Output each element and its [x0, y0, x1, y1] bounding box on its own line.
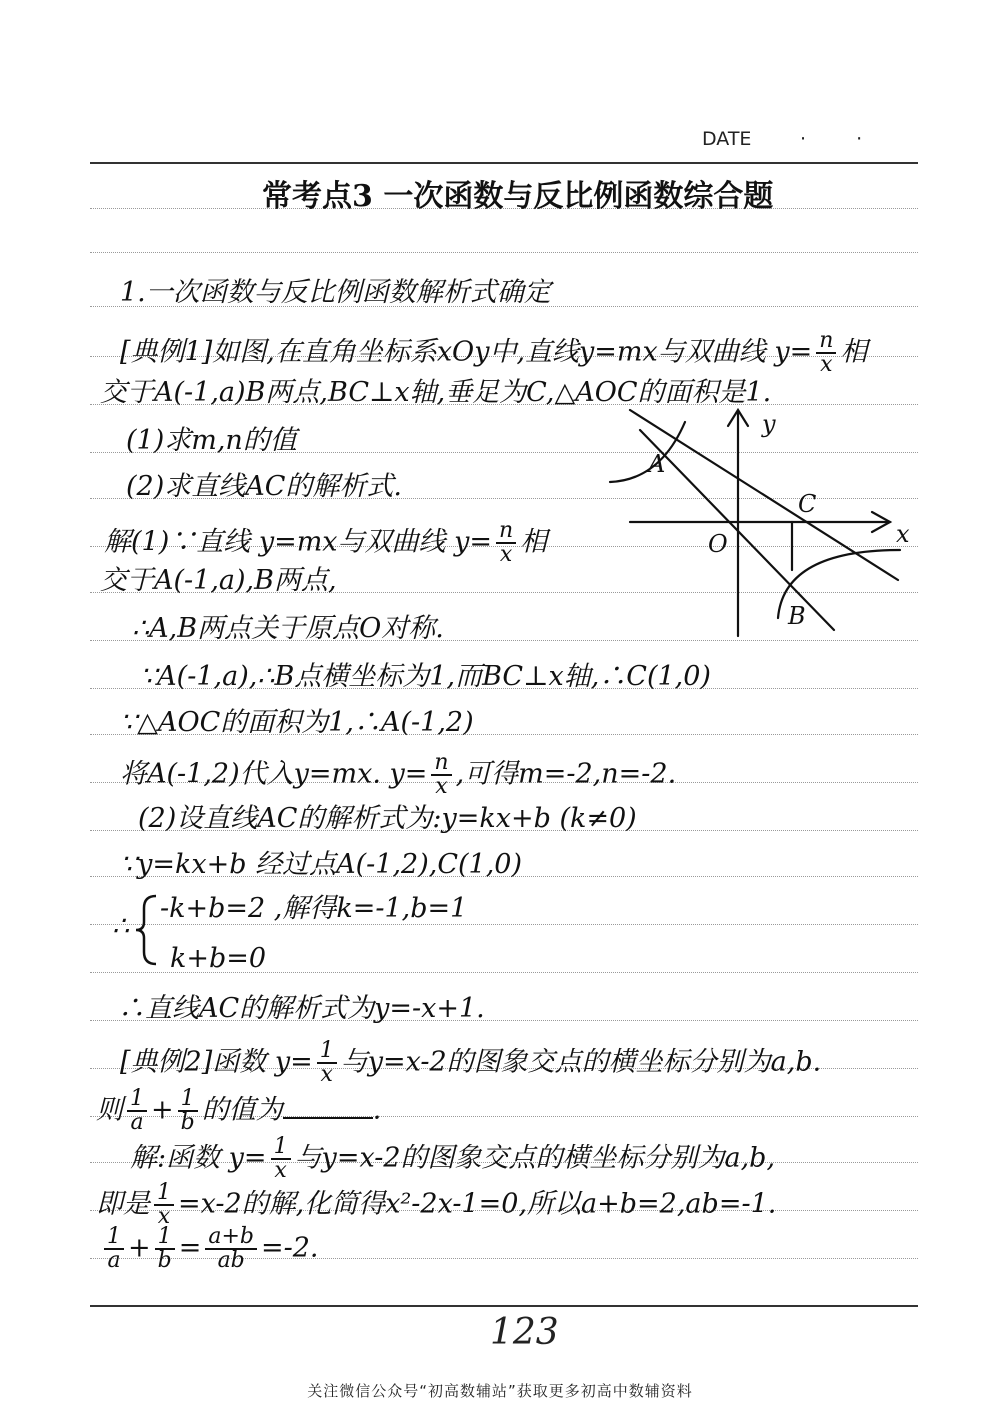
fraction-denominator: x: [435, 774, 448, 799]
fraction-1-over-a: [104, 1226, 124, 1272]
fraction-1-over-x: [271, 1136, 291, 1182]
fraction-numerator: 1: [271, 1136, 291, 1160]
example2-line2: [96, 1088, 381, 1134]
fraction-1-over-x: [317, 1040, 337, 1086]
solution1-line3: ∴A,B两点关于原点O对称.: [132, 613, 444, 644]
fraction-n-over-x: [816, 330, 836, 376]
therefore-symbol: ∴: [112, 911, 130, 942]
example2-line1: [120, 1040, 821, 1086]
example1-line1: [120, 330, 867, 376]
solution1-conclusion: ∴直线AC的解析式为y=-x+1.: [118, 993, 485, 1024]
example1-line1-tail: 相: [840, 336, 868, 368]
x-axis-label: x: [896, 520, 910, 548]
fraction-1-over-x: [154, 1182, 174, 1228]
fraction-numerator: 1: [127, 1088, 147, 1112]
question-1: (1)求m,n的值: [126, 425, 297, 456]
solution1-line8: ∵y=kx+b 经过点A(-1,2),C(1,0): [120, 849, 523, 880]
fraction-numerator: a+b: [205, 1226, 257, 1250]
solution1-line6: [120, 752, 676, 798]
origin-label: O: [708, 530, 728, 558]
equals-sign: =: [178, 1232, 202, 1264]
brace-icon: [108, 890, 168, 970]
solution2-line3: [100, 1226, 319, 1272]
fraction-numerator: 1: [178, 1088, 198, 1112]
fraction-numerator: 1: [154, 1182, 174, 1206]
solution2-line2-tail: =x-2的解,化简得x²-2x-1=0,所以a+b=2,ab=-1.: [178, 1188, 777, 1220]
solution1-line7: (2)设直线AC的解析式为:y=kx+b (k≠0): [138, 803, 637, 834]
coordinate-sketch: [600, 400, 920, 640]
solution1-line1-text: 解(1)∵直线 y=mx与双曲线 y=: [104, 526, 492, 558]
solution2-line2: [96, 1182, 776, 1228]
y-axis-label: y: [762, 410, 776, 438]
solution1-line2: 交于A(-1,a),B两点,: [100, 565, 337, 596]
fraction-denominator: a: [130, 1110, 144, 1135]
fraction-denominator: x: [320, 1062, 333, 1087]
fraction-denominator: ab: [217, 1248, 245, 1273]
solution2-result: =-2.: [260, 1232, 319, 1264]
example2-line2-tail: 的值为: [201, 1094, 283, 1126]
fraction-1-over-b: [155, 1226, 175, 1272]
fraction-1-over-a: [127, 1088, 147, 1134]
solution1-line5: ∵△AOC的面积为1,∴A(-1,2): [120, 707, 474, 738]
page-number: 123: [490, 1312, 559, 1353]
equation-1: -k+b=2 ,解得k=-1,b=1: [160, 893, 468, 924]
fraction-denominator: x: [820, 352, 833, 377]
page-title: 常考点3 一次函数与反比例函数综合题: [262, 179, 774, 214]
date-dots: · ·: [800, 128, 885, 150]
ruled-line: [90, 252, 918, 253]
answer-blank: [283, 1095, 373, 1119]
fraction-numerator: n: [816, 330, 836, 354]
solution1-line6-text: 将A(-1,2)代入y=mx. y=: [120, 758, 428, 790]
plus-sign: +: [151, 1094, 174, 1126]
solution1-line1-tail: 相: [520, 526, 548, 558]
example2-line1-text: [典例2]函数 y=: [120, 1046, 313, 1078]
point-b-label: B: [788, 602, 806, 630]
equation-2: k+b=0: [170, 943, 267, 974]
plus-sign: +: [128, 1232, 151, 1264]
fraction-1-over-b: [178, 1088, 198, 1134]
fraction-denominator: a: [107, 1248, 121, 1273]
footer-note: 关注微信公众号“初高数辅站”获取更多初高中数辅资料: [307, 1382, 693, 1400]
example2-line1-tail: 与y=x-2的图象交点的横坐标分别为a,b.: [340, 1046, 822, 1078]
fraction-numerator: n: [431, 752, 451, 776]
fraction-numerator: 1: [317, 1040, 337, 1064]
point-a-label: A: [648, 450, 666, 478]
fraction-numerator: 1: [155, 1226, 175, 1250]
point-c-label: C: [798, 490, 817, 518]
footer-rule: [90, 1305, 918, 1307]
fraction-numerator: 1: [104, 1226, 124, 1250]
solution1-line6-tail: ,可得m=-2,n=-2.: [455, 758, 677, 790]
ruled-line: [90, 924, 918, 925]
solution2-line1-text: 解:函数 y=: [130, 1142, 267, 1174]
solution2-line2-text: 即是: [96, 1188, 150, 1220]
example2-line2-text: 则: [96, 1094, 123, 1126]
fraction-denominator: x: [157, 1204, 171, 1229]
example1-line1-text: [典例1]如图,在直角坐标系xOy中,直线y=mx与双曲线 y=: [120, 336, 813, 368]
solution1-line4: ∵A(-1,a),∴B点横坐标为1,而BC⊥x轴,∴C(1,0): [140, 661, 711, 692]
equation-brace: [108, 890, 168, 970]
header-rule: [90, 162, 918, 164]
question-2: (2)求直线AC的解析式.: [126, 471, 402, 502]
section-heading: 1.一次函数与反比例函数解析式确定: [120, 277, 551, 308]
fraction-numerator: n: [496, 520, 516, 544]
example2-line2-end: .: [372, 1094, 382, 1126]
solution1-line1: [104, 520, 547, 566]
fraction-n-over-x: [431, 752, 451, 798]
date-label: DATE: [702, 128, 752, 150]
fraction-sum-over-product: [205, 1226, 257, 1272]
solution2-line1: [130, 1136, 775, 1182]
example1-line2: 交于A(-1,a)B两点,BC⊥x轴,垂足为C,△AOC的面积是1.: [100, 377, 772, 408]
fraction-denominator: b: [157, 1248, 172, 1273]
fraction-denominator: x: [274, 1158, 287, 1183]
fraction-denominator: x: [499, 542, 513, 567]
solution2-line1-tail: 与y=x-2的图象交点的横坐标分别为a,b,: [294, 1142, 776, 1174]
fraction-n-over-x: [496, 520, 516, 566]
fraction-denominator: b: [180, 1110, 195, 1135]
